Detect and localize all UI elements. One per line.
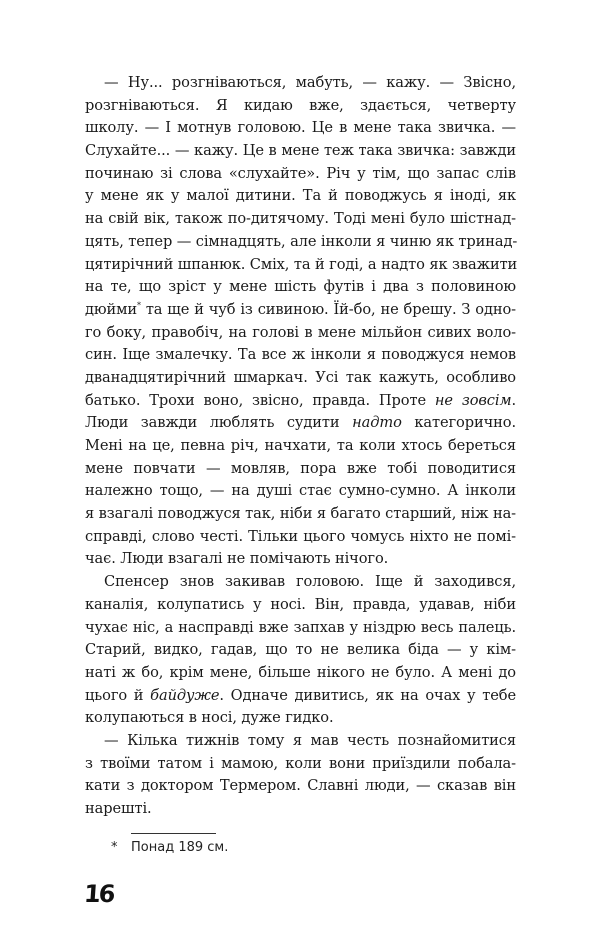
text-segment: мене повчати — мовляв, пора вже тобі поводитися [85, 459, 516, 477]
emphasis-text: не зовсім [434, 391, 512, 409]
text-line [85, 798, 516, 821]
text-segment: Слухайте... — кажу. Це в мене теж така звичка: завжди [85, 142, 516, 160]
text-line [85, 412, 516, 435]
text-segment: на свій вік, також по-дитячому. Тоді мені було шістнад- [85, 210, 516, 228]
text-line [85, 185, 516, 208]
text-line [85, 117, 516, 140]
text-line [85, 594, 516, 617]
text-line [85, 685, 516, 708]
text-segment: розгніваються. Я кидаю вже, здається, четверту [85, 96, 516, 114]
text-segment: чухає ніс, а насправді вже запхав у ніздрю весь палець. [85, 618, 516, 636]
text-segment: школу. — І мотнув головою. Це в мене така звичка. — [85, 119, 516, 137]
text-segment: цятирічний шпанюк. Сміх, та й годі, а надто як зважити [85, 255, 518, 273]
text-segment: Люди завжди люблять судити [85, 414, 353, 432]
page-number: 16 [83, 880, 115, 908]
text-line [85, 639, 516, 662]
text-line [85, 775, 516, 798]
text-line [85, 254, 516, 277]
text-line [85, 730, 516, 753]
emphasis-text: надто [352, 414, 402, 432]
text-segment: Спенсер знов закивав головою. Іще й заходився, [104, 573, 516, 591]
text-line [85, 72, 516, 95]
footnote-divider [131, 833, 216, 834]
text-line [85, 503, 516, 526]
text-segment: наті ж бо, крім мене, більше нікого не було. А мені до [85, 663, 516, 681]
text-segment: . Одначе дивитись, як на очах у тебе [219, 686, 516, 704]
text-segment: з твоїми татом і мамою, коли вони приїздили побала- [85, 754, 516, 772]
emphasis-text: байдуже [150, 686, 220, 704]
text-line [85, 322, 516, 345]
text-line [85, 571, 516, 594]
text-line [85, 526, 516, 549]
text-line [85, 95, 516, 118]
text-segment: справді, слово честі. Тільки цього чомусь ніхто не помі- [85, 527, 516, 545]
body-text [85, 72, 516, 821]
text-line [85, 231, 516, 254]
text-line [85, 662, 516, 685]
text-line [85, 707, 516, 730]
text-segment: дванадцятирічний шмаркач. Усі так кажуть, особливо [85, 368, 516, 386]
text-segment: починаю зі слова «слухайте». Річ у тім, що запас слів [85, 164, 516, 182]
text-segment: категорично. [401, 414, 516, 432]
text-segment: на те, що зріст у мене шість футів і два з половиною [85, 278, 516, 296]
text-line [85, 548, 516, 571]
text-segment: Мені на це, певна річ, начхати, та коли хтось береться [85, 437, 516, 454]
text-segment: — Ну... розгніваються, мабуть, — кажу. — Звісно, [104, 74, 516, 91]
text-segment: батько. Трохи воно, звісно, правда. Проте [85, 391, 435, 409]
text-segment: належно тощо, — на душі стає сумно-сумно. А інколи [85, 482, 516, 500]
text-line [85, 390, 516, 413]
text-segment: кати з доктором Термером. Славні люди, — сказав він [85, 777, 516, 795]
text-segment: цять, тепер — сімнадцять, але інколи я чиню як тринад- [85, 232, 518, 250]
text-segment: — Кілька тижнів тому я мав честь познайомитися [104, 731, 516, 749]
text-line [85, 458, 516, 481]
text-segment: син. Іще змалечку. Та все ж інколи я поводжуся немов [85, 346, 516, 364]
footnote-reference: * [137, 301, 141, 311]
text-line [85, 617, 516, 640]
text-line [85, 299, 516, 322]
text-line [85, 163, 516, 186]
text-line [85, 367, 516, 390]
text-segment: нарешті. [85, 800, 152, 817]
footnote [111, 840, 228, 855]
text-line [85, 140, 516, 163]
text-segment: дюйми [85, 300, 137, 318]
text-segment: колупаються в носі, дуже гидко. [85, 709, 334, 727]
text-segment: у мене як у малої дитини. Та й поводжусь я іноді, як [85, 187, 516, 205]
text-segment: . [511, 391, 516, 409]
text-line [85, 208, 516, 231]
text-segment: Старий, видко, гадав, що то не велика біда — у кім- [85, 641, 516, 659]
text-line [85, 276, 516, 299]
footnote-mark: * [111, 840, 118, 855]
text-segment: я взагалі поводжуся так, ніби я багато старший, ніж на- [85, 505, 516, 523]
text-segment: чає. Люди взагалі не помічають нічого. [85, 550, 389, 568]
text-segment: го боку, правобіч, на голові в мене мільйон сивих воло- [85, 323, 516, 341]
text-line [85, 753, 516, 776]
text-line [85, 435, 516, 458]
footnote-text: Понад 189 см. [131, 840, 229, 855]
text-segment: цього й [85, 686, 151, 704]
text-line [85, 480, 516, 503]
text-line [85, 344, 516, 367]
text-segment: каналія, колупатись у носі. Він, правда, удавав, ніби [85, 595, 516, 613]
text-segment: та ще й чуб із сивиною. Їй-бо, не брешу. З одно- [140, 300, 516, 318]
